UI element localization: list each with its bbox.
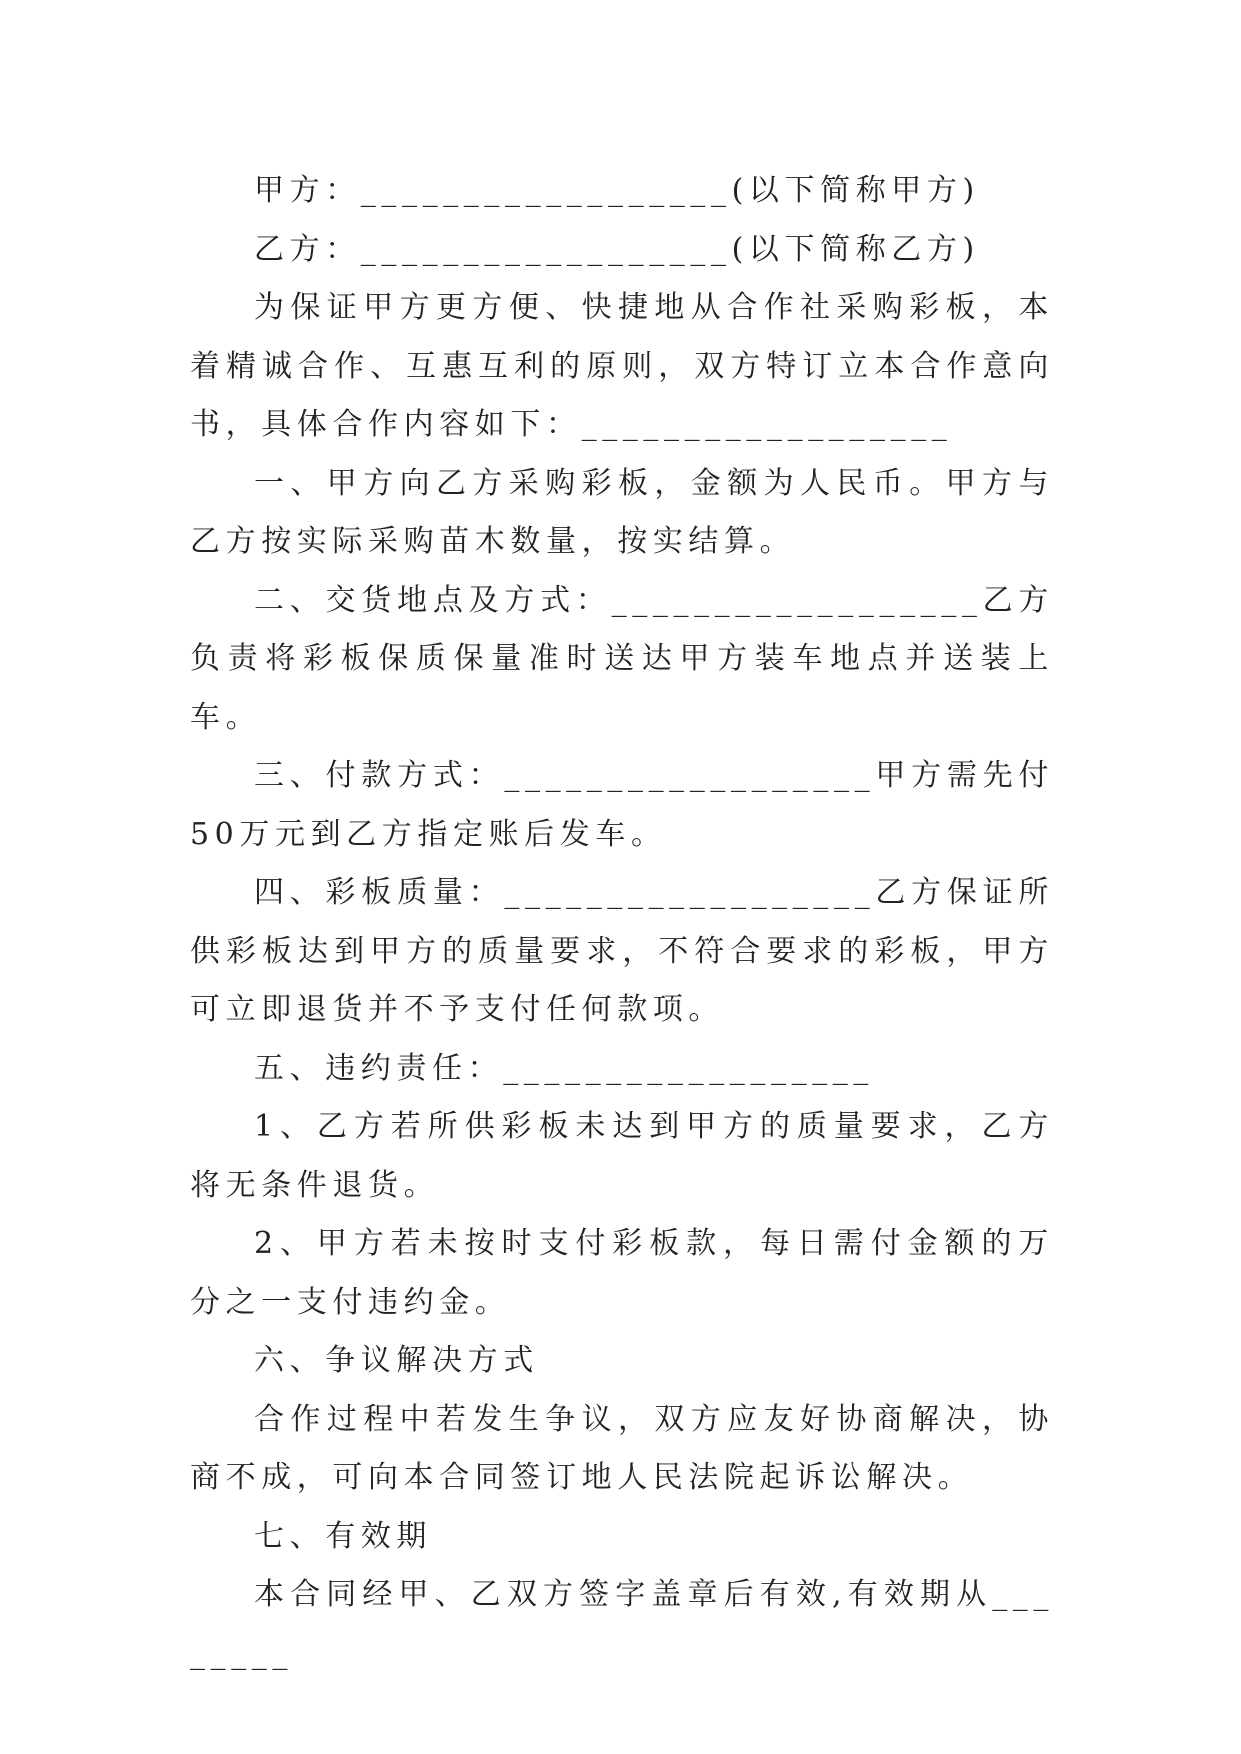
clause-4-quality: 四、彩板质量：__________________乙方保证所供彩板达到甲方的质量要求，不符合要求的彩板，甲方可立即退货并不予支付任何款项。 bbox=[190, 875, 1054, 1027]
liability-item-1: 1、乙方若所供彩板未达到甲方的质量要求，乙方将无条件退货。 bbox=[190, 1109, 1054, 1203]
contract-body bbox=[190, 162, 1054, 1683]
clause-6-dispute-heading: 六、争议解决方式 bbox=[254, 1343, 539, 1378]
liability-item-2: 2、甲方若未按时支付彩板款，每日需付金额的万分之一支付违约金。 bbox=[190, 1226, 1054, 1320]
dispute-paragraph: 合作过程中若发生争议，双方应友好协商解决，协商不成，可向本合同签订地人民法院起诉讼解决。 bbox=[190, 1401, 1054, 1495]
clause-7-validity-heading: 七、有效期 bbox=[254, 1518, 432, 1554]
intro-paragraph: 为保证甲方更方便、快捷地从合作社采购彩板，本着精诚合作、互惠互利的原则，双方特订立本合作意向书，具体合作内容如下：__________________ bbox=[190, 290, 1054, 442]
clause-2-delivery: 二、交货地点及方式：__________________乙方负责将彩板保质保量准时送达甲方装车地点并送装上车。 bbox=[190, 582, 1054, 735]
clause-1-purchase: 一、甲方向乙方采购彩板，金额为人民币。甲方与乙方按实际采购苗木数量，按实结算。 bbox=[190, 465, 1054, 559]
party-a-line: 甲方：__________________(以下简称甲方) bbox=[254, 173, 980, 208]
party-b-line: 乙方：__________________(以下简称乙方) bbox=[254, 231, 980, 267]
clause-5-liability: 五、违约责任：__________________ bbox=[254, 1050, 874, 1086]
validity-paragraph: 本合同经甲、乙双方签字盖章后有效,有效期从________ bbox=[190, 1577, 1054, 1671]
clause-3-payment: 三、付款方式：__________________甲方需先付50万元到乙方指定账后发车。 bbox=[190, 758, 1054, 852]
